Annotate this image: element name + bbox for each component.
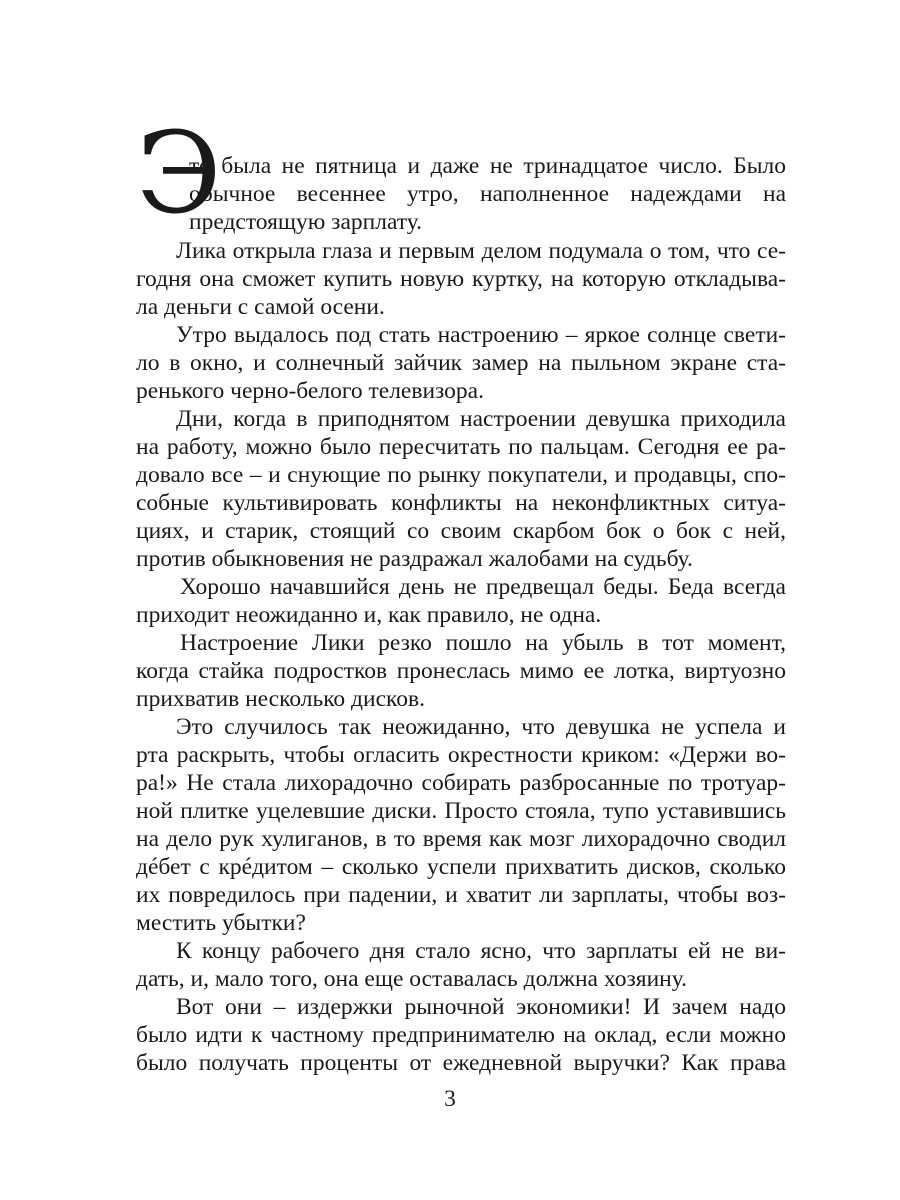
text-line: Утро выдалось под стать настроению – яркое солнце свети- bbox=[176, 324, 786, 348]
text-line: их повредилось при падении, и хватит ли зарплаты, чтобы воз- bbox=[136, 884, 786, 908]
text-line: обычное весеннее утро, наполненное надеждами на bbox=[189, 183, 786, 207]
text-line: ла деньги с самой осени. bbox=[136, 296, 385, 320]
text-line: Лика открыла глаза и первым делом подумала о том, что се- bbox=[176, 240, 786, 264]
text-line: было идти к частному предпринимателю на оклад, если можно bbox=[136, 1024, 786, 1048]
text-line: местить убытки? bbox=[136, 912, 306, 936]
text-line: циях, и старик, стоящий со своим скарбом бок о бок с ней, bbox=[136, 520, 786, 544]
text-line: дать, и, мало того, она еще оставалась должна хозяину. bbox=[136, 968, 687, 992]
text-line: было получать проценты от ежедневной выручки? Как права bbox=[136, 1052, 786, 1076]
text-line: Дни, когда в приподнятом настроении девушка приходила bbox=[176, 408, 786, 432]
text-line: ной плитке уцелевшие диски. Просто стояла, тупо уставившись bbox=[136, 800, 786, 824]
text-line: когда стайка подростков пронеслась мимо ее лотка, виртуозно bbox=[136, 660, 786, 684]
text-line: то была не пятница и даже не тринадцатое число. Было bbox=[189, 155, 786, 179]
text-line: прихватив несколько дисков. bbox=[136, 688, 425, 712]
text-line: Это случилось так неожиданно, что девушка не успела и bbox=[176, 716, 786, 740]
text-line: собные культивировать конфликты на неконфликтных ситуа- bbox=[136, 492, 786, 516]
drop-cap-letter: Э bbox=[136, 109, 222, 239]
text-line: ло в окно, и солнечный зайчик замер на пыльном экране ста- bbox=[136, 352, 786, 376]
text-line: Хорошо начавшийся день не предвещал беды. Беда всегда bbox=[180, 576, 786, 600]
text-line: приходит неожиданно и, как правило, не одна. bbox=[136, 604, 602, 628]
text-line: рта раскрыть, чтобы огласить окрестности криком: «Держи во- bbox=[136, 744, 786, 768]
text-line: довало все – и снующие по рынку покупатели, и продавцы, спо- bbox=[136, 464, 786, 488]
text-line: предстоящую зарплату. bbox=[189, 211, 423, 235]
text-line: против обыкновения не раздражал жалобами на судьбу. bbox=[136, 548, 693, 572]
page-number: 3 bbox=[444, 1086, 456, 1112]
text-line: дéбет с крéдитом – сколько успели прихватить дисков, сколько bbox=[136, 856, 786, 880]
text-line: Настроение Лики резко пошло на убыль в тот момент, bbox=[180, 632, 786, 656]
text-line: ра!» Не стала лихорадочно собирать разбросанные по тротуар- bbox=[136, 772, 786, 796]
text-line: годня она сможет купить новую куртку, на которую откладыва- bbox=[136, 268, 786, 292]
text-line: Вот они – издержки рыночной экономики! И зачем надо bbox=[176, 996, 786, 1020]
text-line: на работу, можно было пересчитать по пальцам. Сегодня ее ра- bbox=[136, 436, 786, 460]
text-line: ренького черно-белого телевизора. bbox=[136, 380, 484, 404]
text-line: К концу рабочего дня стало ясно, что зарплаты ей не ви- bbox=[176, 940, 786, 964]
text-line: на дело рук хулиганов, в то время как мозг лихорадочно сводил bbox=[136, 828, 786, 852]
